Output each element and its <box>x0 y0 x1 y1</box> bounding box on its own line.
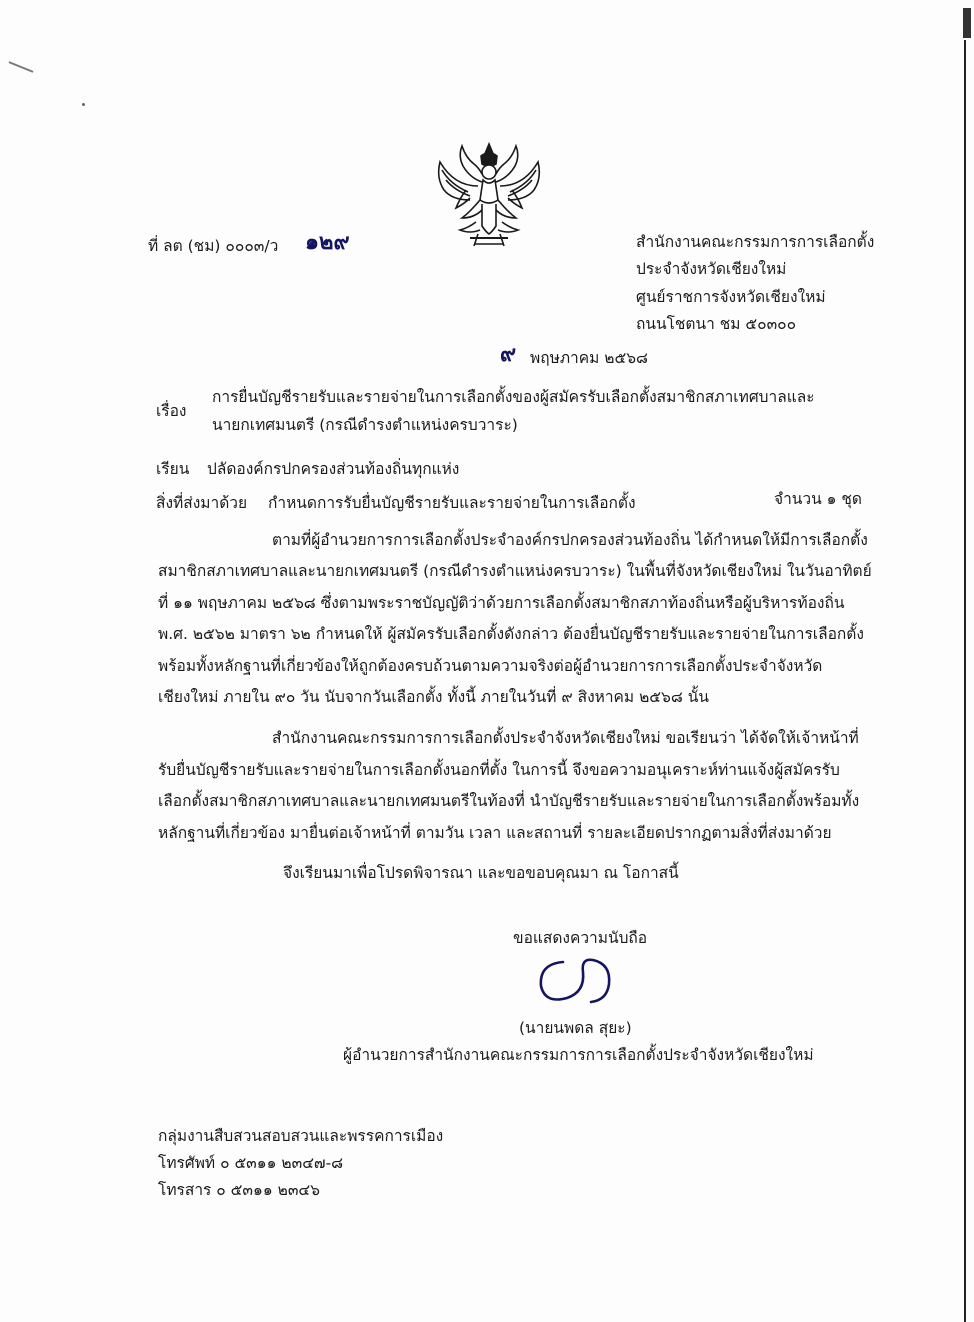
scan-corner-mark <box>963 8 971 38</box>
salutation: ขอแสดงความนับถือ <box>513 929 648 947</box>
enclosure-text: กำหนดการรับยื่นบัญชีรายรับและรายจ่ายในการเลือกตั้ง <box>268 494 636 512</box>
subject-line-1: การยื่นบัญชีรายรับและรายจ่ายในการเลือกตั้งของผู้สมัครรับเลือกตั้งสมาชิกสภาเทศบาลและ <box>212 388 815 406</box>
reference-label: ที่ ลต (ชม) ๐๐๐๓/ว <box>148 237 279 255</box>
scan-edge-line <box>964 40 966 1322</box>
body-p1-line: เชียงใหม่ ภายใน ๙๐ วัน นับจากวันเลือกตั้ง ทั้งนี้ ภายในวันที่ ๙ สิงหาคม ๒๕๖๘ นั้น <box>158 688 709 706</box>
signer-position: ผู้อำนวยการสำนักงานคณะกรรมการการเลือกตั้งประจำจังหวัดเชียงใหม่ <box>343 1046 814 1064</box>
recipient-text: ปลัดองค์กรปกครองส่วนท้องถิ่นทุกแห่ง <box>207 460 460 478</box>
handwritten-signature <box>533 948 633 1010</box>
footer-phone: โทรศัพท์ ๐ ๕๓๑๑ ๒๓๔๗-๘ <box>158 1154 344 1172</box>
body-p2-line: สำนักงานคณะกรรมการการเลือกตั้งประจำจังหวัดเชียงใหม่ ขอเรียนว่า ได้จัดให้เจ้าหน้าที่ <box>272 729 859 747</box>
sender-line-1: สำนักงานคณะกรรมการการเลือกตั้ง <box>636 233 875 251</box>
subject-label: เรื่อง <box>156 402 187 420</box>
date-day-handwritten: ๙ <box>500 341 517 367</box>
footer-unit: กลุ่มงานสืบสวนสอบสวนและพรรคการเมือง <box>158 1127 444 1145</box>
recipient-label: เรียน <box>156 460 190 478</box>
reference-number-handwritten: ๑๒๙ <box>305 229 350 255</box>
scan-dot-mark <box>82 103 85 106</box>
body-p1-line: ตามที่ผู้อำนวยการการเลือกตั้งประจำองค์กรปกครองส่วนท้องถิ่น ได้กำหนดให้มีการเลือกตั้ง <box>272 531 868 549</box>
sender-line-4: ถนนโชตนา ชม ๕๐๓๐๐ <box>636 315 797 333</box>
scan-scratch-mark <box>9 61 34 73</box>
date-month-year: พฤษภาคม ๒๕๖๘ <box>530 349 648 367</box>
body-p1-line: ที่ ๑๑ พฤษภาคม ๒๕๖๘ ซึ่งตามพระราชบัญญัติว่าด้วยการเลือกตั้งสมาชิกสภาท้องถิ่นหรือผู้บริหารท้องถิ่น <box>158 594 845 612</box>
sender-line-2: ประจำจังหวัดเชียงใหม่ <box>636 260 787 278</box>
enclosure-quantity: จำนวน ๑ ชุด <box>774 490 862 508</box>
body-p1-line: พร้อมทั้งหลักฐานที่เกี่ยวข้องให้ถูกต้องครบถ้วนตามความจริงต่อผู้อำนวยการการเลือกตั้งประจำจังหวัด <box>158 657 823 675</box>
body-p2-line: รับยื่นบัญชีรายรับและรายจ่ายในการเลือกตั้งนอกที่ตั้ง ในการนี้ จึงขอความอนุเคราะห์ท่านแจ้งผู้สมัครรับ <box>158 761 840 779</box>
body-p1-line: พ.ศ. ๒๕๖๒ มาตรา ๖๒ กำหนดให้ ผู้สมัครรับเลือกตั้งดังกล่าว ต้องยื่นบัญชีรายรับและรายจ่ายในการเลือกตั้ง <box>158 625 864 643</box>
signer-name: (นายนพดล สุยะ) <box>519 1019 632 1037</box>
sender-line-3: ศูนย์ราชการจังหวัดเชียงใหม่ <box>636 288 826 306</box>
closing-line: จึงเรียนมาเพื่อโปรดพิจารณา และขอขอบคุณมา ณ โอกาสนี้ <box>283 864 679 882</box>
body-p2-line: เลือกตั้งสมาชิกสภาเทศบาลและนายกเทศมนตรีในท้องที่ นำบัญชีรายรับและรายจ่ายในการเลือกตั้งพร้อมทั้ง <box>158 792 860 810</box>
body-p1-line: สมาชิกสภาเทศบาลและนายกเทศมนตรี (กรณีดำรงตำแหน่งครบวาระ) ในพื้นที่จังหวัดเชียงใหม่ ในวันอาทิตย์ <box>158 562 872 580</box>
body-p2-line: หลักฐานที่เกี่ยวข้อง มายื่นต่อเจ้าหน้าที่ ตามวัน เวลา และสถานที่ รายละเอียดปรากฏตามสิ่งที่ส่งมาด้วย <box>158 824 832 842</box>
subject-line-2: นายกเทศมนตรี (กรณีดำรงตำแหน่งครบวาระ) <box>212 416 518 434</box>
footer-fax: โทรสาร ๐ ๕๓๑๑ ๒๓๔๖ <box>158 1181 320 1199</box>
enclosure-label: สิ่งที่ส่งมาด้วย <box>156 494 248 512</box>
garuda-emblem-icon <box>430 134 548 252</box>
